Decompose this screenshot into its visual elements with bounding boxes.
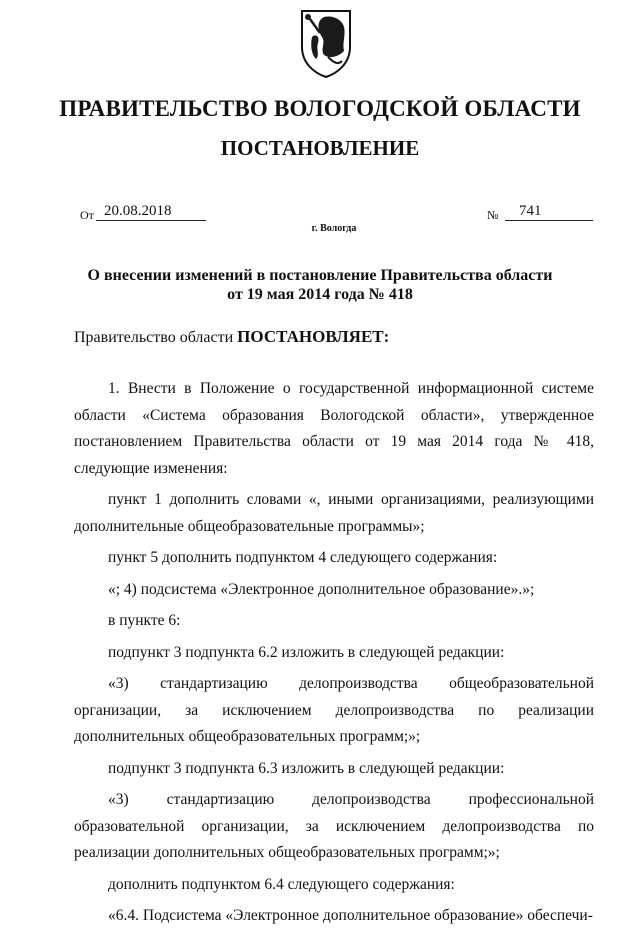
city: г. Вологда (311, 223, 357, 234)
resolve-word: ПОСТАНОВЛЯЕТ: (237, 327, 390, 346)
paragraph: подпункт 3 подпункта 6.3 изложить в следующей редакции: (108, 759, 505, 777)
number-label: № (487, 208, 499, 222)
subject-line-1: О внесении изменений в постановление Правительства области (87, 267, 553, 284)
paragraph: дополнить подпунктом 6.4 следующего содержания: (108, 875, 455, 893)
subject-line-2: от 19 мая 2014 года № 418 (227, 286, 413, 303)
document-date: 20.08.2018 (96, 203, 206, 221)
coat-of-arms-icon (298, 7, 354, 79)
paragraph: 1. Внести в Положение о государственной информационной системе области «Система образования Вологодской области», утвержденное постановлением Правительства области от 19 мая 2014 года № 418, следующие изменения: (74, 380, 594, 477)
resolve-prefix: Правительство области (74, 329, 238, 346)
paragraph: «3) стандартизацию делопроизводства общеобразовательной организации, за исключением делопроизводства по реализации дополнительных общеобразовательных программ;»; (74, 675, 594, 745)
date-label: От (80, 208, 94, 222)
document-number: 741 (505, 203, 593, 221)
paragraph: «3) стандартизацию делопроизводства профессиональной образовательной организации, за исключением делопроизводства по реализации дополнительных общеобразовательных программ;»; (74, 791, 594, 861)
document-subject (0, 266, 640, 304)
paragraph: пункт 1 дополнить словами «, иными организациями, реализующими дополнительные общеобразовательные программы»; (74, 491, 594, 535)
resolution-statement (74, 327, 389, 347)
paragraph: «; 4) подсистема «Электронное дополнительное образование».»; (108, 580, 535, 598)
paragraph: в пункте 6: (108, 612, 181, 629)
government-title: ПРАВИТЕЛЬСТВО ВОЛОГОДСКОЙ ОБЛАСТИ (59, 96, 581, 121)
paragraph: подпункт 3 подпункта 6.2 изложить в следующей редакции: (108, 643, 505, 661)
document-type: ПОСТАНОВЛЕНИЕ (220, 136, 420, 160)
paragraph: пункт 5 дополнить подпунктом 4 следующего содержания: (108, 549, 498, 566)
document-body (74, 376, 594, 935)
paragraph: «6.4. Подсистема «Электронное дополнительное образование» обеспечи- (108, 907, 593, 924)
